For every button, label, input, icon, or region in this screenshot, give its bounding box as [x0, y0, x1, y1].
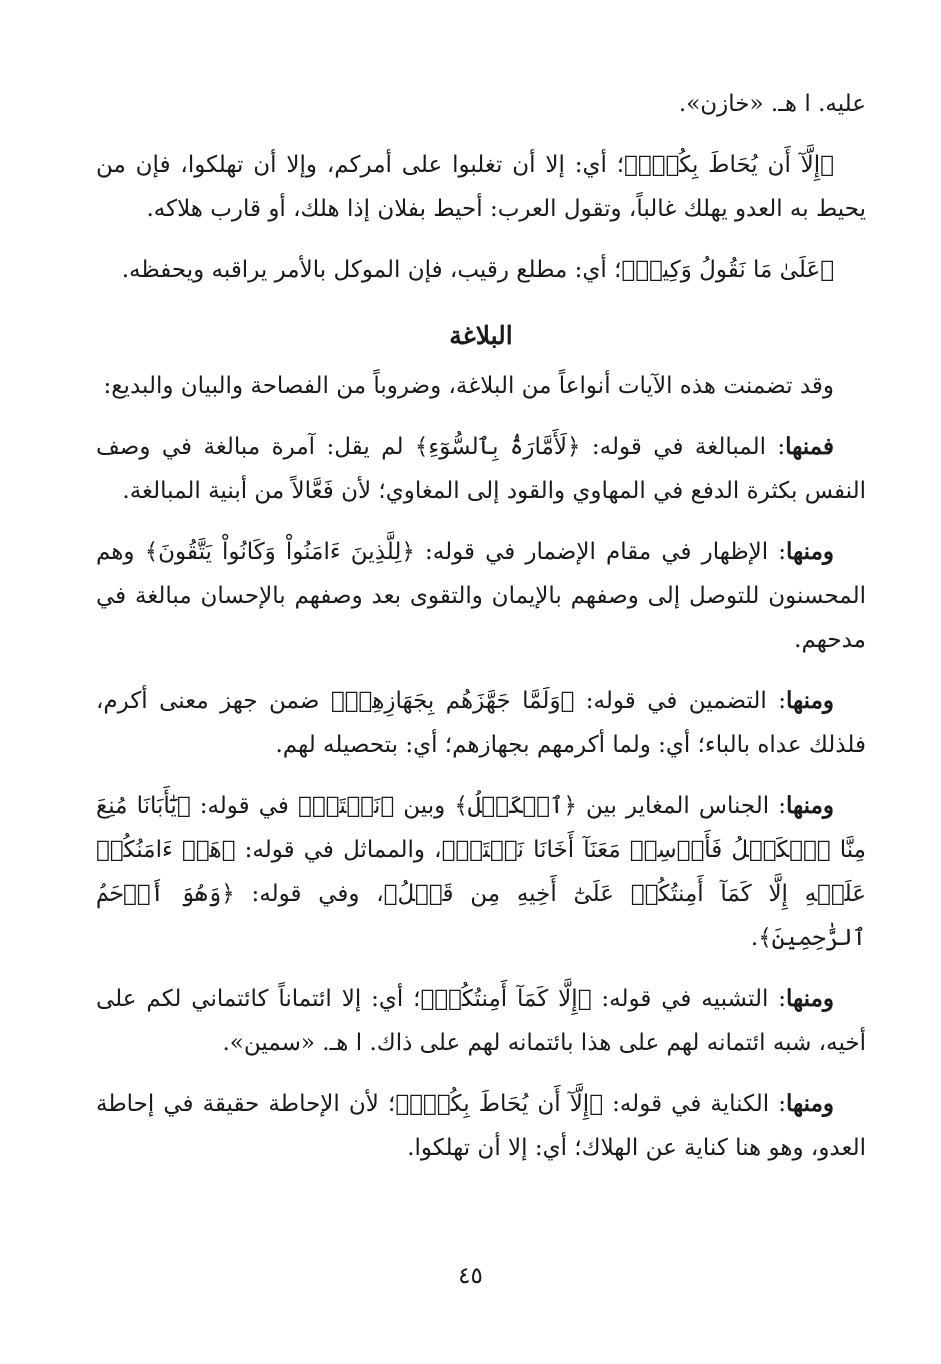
paragraph-text: وقد تضمنت هذه الآيات أنواعاً من البلاغة، وضروباً من الفصاحة والبيان والبديع: [103, 373, 834, 399]
item-text: : المبالغة في قوله: [580, 434, 786, 460]
page-body [96, 82, 866, 1187]
rhetoric-item [96, 679, 866, 767]
paragraph-explanation-1 [96, 143, 866, 231]
rhetoric-item [96, 530, 866, 662]
paragraph-explanation-2 [96, 248, 866, 292]
item-text: ؛ أي: إلا ائتماناً كائتماني لكم على أخيه، شبه ائتمانه لهم على هذا بائتمانه لهم على ذاك. ا هـ. «سمين». [96, 986, 866, 1056]
rhetoric-item [96, 1082, 866, 1170]
item-text: لم يقل: آمرة مبالغة في وصف النفس بكثرة الدفع في المهاوي والقود إلى المغاوي؛ لأن فَعَّالاً من أبنية المبالغة. [96, 434, 866, 504]
rhetoric-item [96, 784, 866, 960]
quran-quote: ﴿وَهُوَ أَرۡحَمُ ٱلرَّٰحِمِينَ﴾ [96, 881, 866, 951]
page-number: ٤٥ [458, 1263, 483, 1289]
quran-quote: ﴿لِلَّذِينَ ءَامَنُواْ وَكَانُواْ يَتَّقُونَ﴾ [144, 539, 415, 565]
item-text: : التشبيه في قوله: [591, 986, 787, 1012]
item-lead: ومنها [786, 985, 834, 1012]
item-lead: ومنها [786, 792, 834, 819]
item-lead: فمنها [785, 433, 835, 460]
rhetoric-item [96, 425, 866, 513]
item-text: في قوله: [190, 793, 299, 819]
quran-quote: ﴿ٱلۡكَيۡلُ﴾ [454, 793, 577, 819]
paragraph-text: عليه. ا هـ. «خازن». [678, 91, 866, 117]
item-text: وهم المحسنون للتوصل إلى وصفهم بالإيمان والتقوى بعد وصفهم بالإحسان مبالغة في مدحهم. [96, 539, 866, 653]
quran-quote: ﴿إِلَّآ أَن يُحَاطَ بِكُمۡۖ﴾ [624, 152, 834, 178]
quran-quote: ﴿نَكۡتَلۡ﴾ [298, 793, 395, 819]
rhetoric-item [96, 977, 866, 1065]
paragraph-text: ؛ أي: مطلع رقيب، فإن الموكل بالأمر يراقبه ويحفظه. [121, 257, 622, 283]
item-text: . [750, 925, 759, 951]
item-text: : الجناس المغاير بين [576, 793, 787, 819]
item-lead: ومنها [786, 687, 834, 714]
quran-quote: ﴿إِلَّا كَمَآ أَمِنتُكُمۡ﴾ [420, 986, 592, 1012]
item-lead: ومنها [786, 1090, 835, 1117]
item-text: : الإظهار في مقام الإضمار في قوله: [414, 539, 787, 565]
quran-quote: ﴿وَلَمَّا جَهَّزَهُم بِجَهَازِهِمۡ﴾ [330, 688, 575, 714]
item-text: : التضمين في قوله: [574, 688, 787, 714]
quran-quote: ﴿إِلَّآ أَن يُحَاطَ بِكُمۡۖ﴾ [395, 1091, 604, 1117]
item-text: ؛ لأن الإحاطة حقيقة في إحاطة العدو، وهو هنا كناية عن الهلاك؛ أي: إلا أن تهلكوا. [96, 1091, 866, 1161]
section-heading: البلاغة [449, 321, 513, 350]
quran-quote: ﴿هَلۡ ءَامَنُكُمۡ عَلَيۡهِ إِلَّا كَمَآ أَمِنتُكُمۡ عَلَىٰٓ أَخِيهِ مِن قَبۡلُ﴾ [96, 837, 866, 907]
item-text: ، والمماثل في قوله: [235, 837, 442, 863]
quran-quote: ﴿عَلَىٰ مَا نَقُولُ وَكِيلٞ﴾ [621, 257, 834, 283]
paragraph-text: ؛ أي: إلا أن تغلبوا على أمركم، وإلا أن تهلكوا، فإن من يحيط به العدو يهلك غالباً، وتقول العرب: أحيط بفلان إذا هلك، أو قارب هلاكه. [96, 152, 866, 222]
item-lead: ومنها [786, 538, 835, 565]
section-intro [96, 364, 866, 408]
item-text: وبين [394, 793, 455, 819]
quran-quote: ﴿يَٰٓأَبَانَا مُنِعَ مِنَّا ٱلۡكَيۡلُ فَأَرۡسِلۡ مَعَنَآ أَخَانَا نَكۡتَلۡ﴾ [96, 793, 866, 863]
item-text: : الكناية في قوله: [603, 1091, 787, 1117]
quran-quote: ﴿لَأَمَّارَةُۢ بِٱلسُّوٓءِ﴾ [414, 434, 581, 460]
item-text: ضمن جهز معنى أكرم، فلذلك عداه بالباء؛ أي: ولما أكرمهم بجهازهم؛ أي: بتحصيله لهم. [96, 688, 866, 758]
paragraph-continuation [96, 82, 866, 126]
item-text: ، وفي قوله: [234, 881, 384, 907]
